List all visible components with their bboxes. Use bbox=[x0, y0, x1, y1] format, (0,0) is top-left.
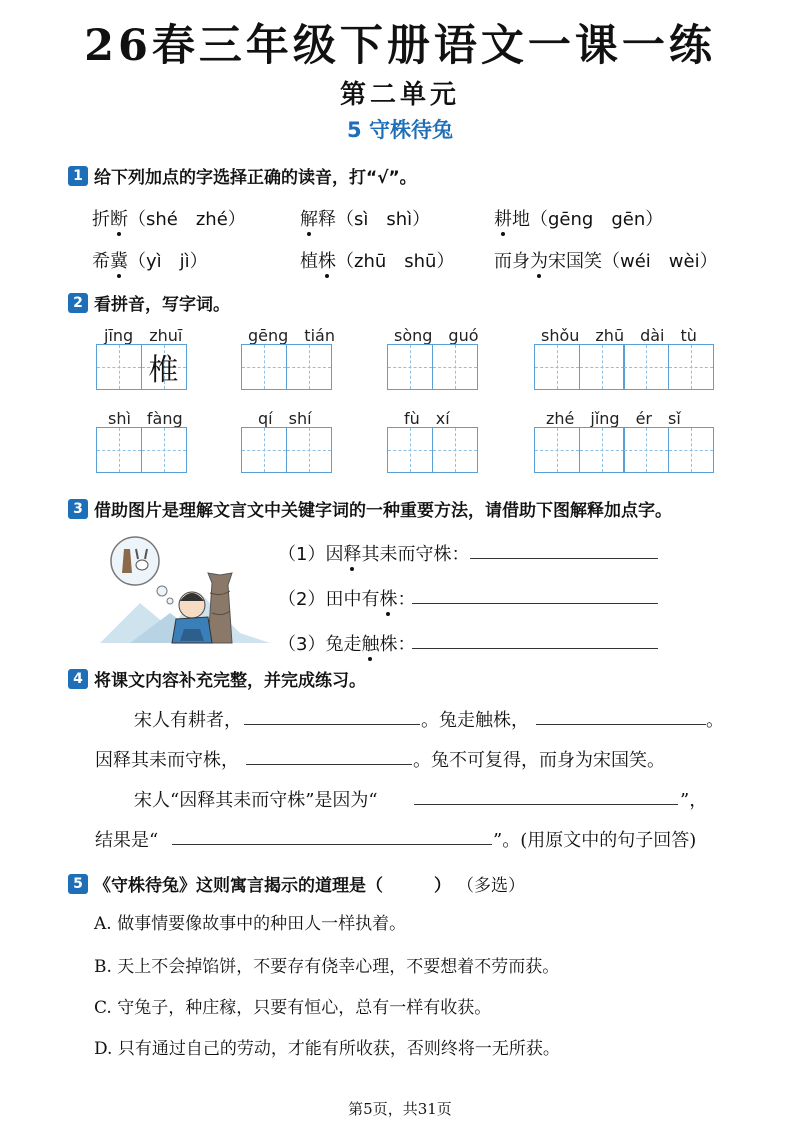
question-number-badge: 3 bbox=[68, 499, 88, 519]
q3-item-2: （2）田中有株： bbox=[278, 589, 416, 610]
writing-cell[interactable] bbox=[668, 427, 714, 473]
page-number: 第5页，共31页 bbox=[348, 1100, 452, 1118]
q1-item-4[interactable]: 希冀（yì jì） bbox=[92, 251, 208, 272]
question-number-badge: 4 bbox=[68, 669, 88, 689]
writing-cell[interactable] bbox=[387, 344, 433, 390]
question-1-instruction: 给下列加点的字选择正确的读音，打“√”。 bbox=[94, 168, 417, 188]
q5-option-d[interactable]: D. 只有通过自己的劳动，才能有所收获，否则终将一无所获。 bbox=[94, 1039, 560, 1059]
question-5-heading bbox=[68, 871, 525, 896]
answer-line[interactable] bbox=[412, 630, 658, 649]
writing-cell[interactable] bbox=[96, 344, 142, 390]
lesson-title: 5 守株待兔 bbox=[347, 118, 453, 142]
q4-line-4a: 结果是“ bbox=[95, 830, 159, 851]
question-number-badge: 2 bbox=[68, 293, 88, 313]
farmer-illustration bbox=[100, 533, 270, 653]
writing-cell[interactable] bbox=[579, 344, 625, 390]
question-number-badge: 1 bbox=[68, 166, 88, 186]
q3-item-1: （1）因释其耒而守株： bbox=[278, 544, 470, 565]
writing-grid[interactable] bbox=[96, 344, 185, 390]
writing-cell[interactable] bbox=[432, 427, 478, 473]
question-4-heading bbox=[68, 666, 366, 691]
q1-item-5[interactable]: 植株（zhū shū） bbox=[300, 251, 455, 272]
pinyin-label: sòng guó bbox=[394, 326, 479, 345]
writing-grid[interactable] bbox=[534, 427, 712, 473]
q4-line-1a: 宋人有耕者， bbox=[134, 710, 242, 731]
answer-line[interactable] bbox=[412, 585, 658, 604]
pinyin-label: jīng zhuī bbox=[104, 326, 183, 345]
answer-line[interactable] bbox=[414, 786, 678, 805]
answer-line[interactable] bbox=[244, 706, 420, 725]
q4-line-1b: 。兔走触株， bbox=[421, 710, 529, 731]
question-1-heading bbox=[68, 163, 417, 188]
pinyin-label: qí shí bbox=[258, 409, 312, 428]
pinyin-label: zhé jǐng ér sǐ bbox=[546, 409, 681, 428]
writing-cell[interactable] bbox=[286, 344, 332, 390]
writing-cell[interactable] bbox=[623, 344, 669, 390]
writing-cell[interactable] bbox=[141, 427, 187, 473]
question-5-note: （多选） bbox=[457, 876, 525, 896]
unit-title: 第二单元 bbox=[339, 80, 460, 110]
writing-grid[interactable] bbox=[387, 427, 476, 473]
q4-line-1c: 。 bbox=[706, 710, 724, 731]
answer-line[interactable] bbox=[246, 746, 412, 765]
writing-cell[interactable] bbox=[668, 344, 714, 390]
writing-cell[interactable] bbox=[623, 427, 669, 473]
writing-grid[interactable] bbox=[534, 344, 712, 390]
q1-item-6[interactable]: 而身为宋国笑（wéi wèi） bbox=[494, 251, 718, 272]
q5-option-c[interactable]: C. 守兔子，种庄稼，只要有恒心，总有一样有收获。 bbox=[94, 998, 492, 1018]
q4-line-3b: ”， bbox=[680, 790, 708, 811]
writing-cell[interactable] bbox=[96, 427, 142, 473]
q4-line-2b: 。兔不可复得，而身为宋国笑。 bbox=[413, 750, 665, 771]
writing-cell[interactable] bbox=[534, 344, 580, 390]
question-3-heading bbox=[68, 496, 672, 521]
q1-item-3[interactable]: 耕地（gēng gēn） bbox=[494, 209, 664, 230]
writing-cell[interactable] bbox=[286, 427, 332, 473]
writing-cell[interactable] bbox=[241, 344, 287, 390]
page-title: 26春三年级下册语文一课一练 bbox=[84, 21, 716, 71]
answer-line[interactable] bbox=[172, 826, 492, 845]
answer-line[interactable] bbox=[536, 706, 706, 725]
question-2-heading bbox=[68, 290, 230, 315]
question-2-instruction: 看拼音，写字词。 bbox=[94, 295, 230, 315]
written-char: 椎 bbox=[148, 353, 179, 388]
writing-grid[interactable] bbox=[96, 427, 185, 473]
question-4-instruction: 将课文内容补充完整，并完成练习。 bbox=[94, 671, 366, 691]
writing-cell[interactable] bbox=[141, 344, 187, 390]
writing-grid[interactable] bbox=[387, 344, 476, 390]
q1-item-2[interactable]: 解释（sì shì） bbox=[300, 209, 431, 230]
pinyin-label: shǒu zhū dài tù bbox=[541, 326, 697, 345]
writing-grid[interactable] bbox=[241, 427, 330, 473]
writing-cell[interactable] bbox=[387, 427, 433, 473]
question-3-instruction: 借助图片是理解文言文中关键字词的一种重要方法，请借助下图解释加点字。 bbox=[94, 501, 672, 521]
q4-line-3a: 宋人“因释其耒而守株”是因为“ bbox=[134, 790, 378, 811]
pinyin-label: gēng tián bbox=[248, 326, 335, 345]
writing-grid[interactable] bbox=[241, 344, 330, 390]
pinyin-label: fù xí bbox=[404, 409, 450, 428]
answer-line[interactable] bbox=[470, 540, 658, 559]
writing-cell[interactable] bbox=[241, 427, 287, 473]
q1-item-1[interactable]: 折断（shé zhé） bbox=[92, 209, 246, 230]
q5-option-a[interactable]: A. 做事情要像故事中的种田人一样执着。 bbox=[94, 914, 407, 934]
q4-line-2a: 因释其耒而守株， bbox=[95, 750, 239, 771]
q5-option-b[interactable]: B. 天上不会掉馅饼，不要存有侥幸心理，不要想着不劳而获。 bbox=[94, 957, 560, 977]
pinyin-label: shì fàng bbox=[108, 409, 183, 428]
writing-cell[interactable] bbox=[432, 344, 478, 390]
q4-line-4b: ”。(用原文中的句子回答) bbox=[493, 830, 697, 851]
writing-cell[interactable] bbox=[579, 427, 625, 473]
q3-item-3: （3）兔走触株： bbox=[278, 634, 416, 655]
writing-cell[interactable] bbox=[534, 427, 580, 473]
question-number-badge: 5 bbox=[68, 874, 88, 894]
question-5-instruction: 《守株待兔》这则寓言揭示的道理是（ ） bbox=[94, 876, 451, 896]
